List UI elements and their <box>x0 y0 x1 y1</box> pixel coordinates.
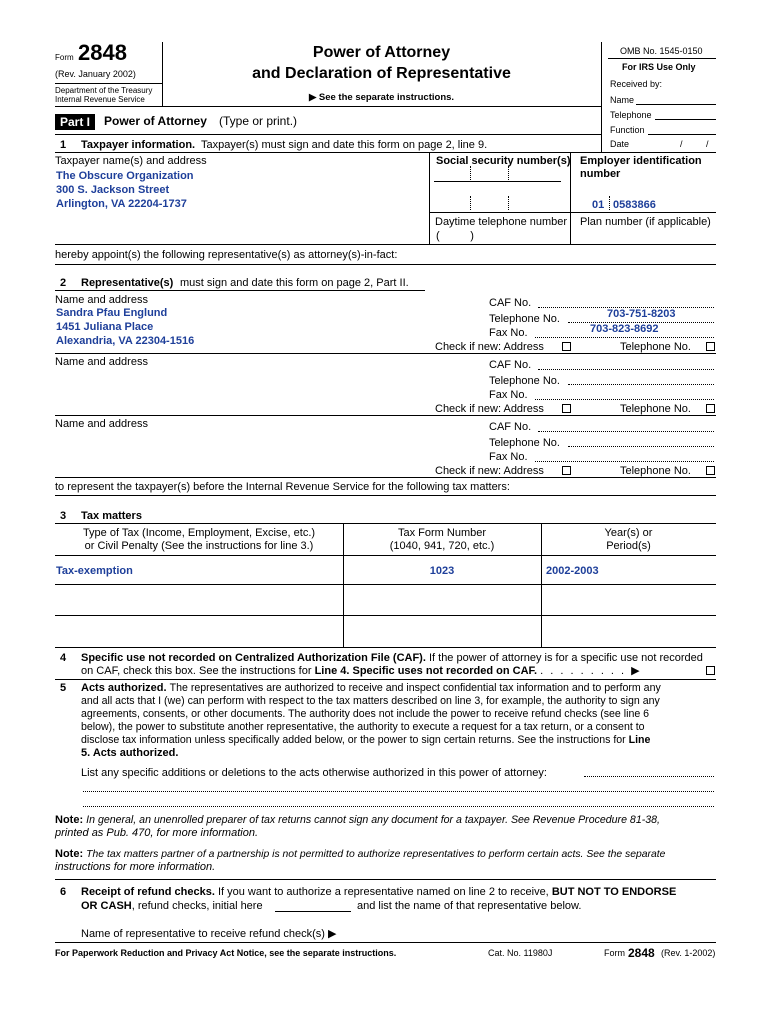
tax-period-header-1: Year(s) or <box>604 527 653 539</box>
line5-list-field-3[interactable] <box>83 806 714 807</box>
line4-leader: . . . . . . . . . ▶ <box>540 665 642 677</box>
line5-l1: The representatives are authorized to receive and inspect confidential tax information and to perform any <box>169 682 661 694</box>
line4-number: 4 <box>60 652 67 664</box>
line6-bold1: BUT NOT TO ENDORSE <box>551 886 677 898</box>
tax-header-rule <box>55 555 716 556</box>
irs-telephone-line <box>655 119 716 120</box>
irs-telephone-label: Telephone <box>610 110 652 120</box>
rep1-bottom-rule <box>55 353 716 354</box>
rep1-telephone-value[interactable]: 703-751-8203 <box>607 308 676 320</box>
line5-list-field-1[interactable] <box>584 776 714 777</box>
notes-rule <box>55 879 716 880</box>
table-row-empty-3[interactable] <box>55 616 716 646</box>
ein-prefix[interactable]: 01 <box>592 199 605 211</box>
line5-heading: Acts authorized. <box>81 682 167 694</box>
daytime-phone-field[interactable]: ( ) <box>436 230 474 242</box>
rep2-bottom-rule <box>55 415 716 416</box>
tax-type-header-2: or Civil Penalty (See the instructions for line 3.) <box>84 540 314 552</box>
rep1-fax-value[interactable]: 703-823-8692 <box>590 323 659 335</box>
header-divider-right <box>601 42 602 152</box>
rep1-tel-new-label: Telephone No. <box>620 341 691 353</box>
line6-number: 6 <box>60 886 67 898</box>
represent-rule <box>55 495 716 496</box>
note-1-text1: In general, an unenrolled preparer of tax returns cannot sign any document for a taxpayer. See Revenue Procedure 81-38, <box>86 814 660 826</box>
part-i-rule <box>55 134 601 135</box>
form-number: 2848 <box>78 40 127 65</box>
rep2-name-address-label: Name and address <box>55 356 148 368</box>
form-title-line1: Power of Attorney <box>312 44 451 61</box>
see-instructions: ▶ See the separate instructions. <box>308 92 455 103</box>
header-bottom-rule <box>55 106 601 107</box>
date-slash-1: / <box>680 139 683 149</box>
footer-form-label: Form <box>604 948 625 958</box>
form-label: Form <box>55 53 74 62</box>
note-2-label: Note: <box>55 848 84 860</box>
rep3-telephone-checkbox[interactable] <box>706 466 715 475</box>
rep3-caf-field[interactable] <box>538 431 714 432</box>
part-i-title: Power of Attorney <box>104 114 207 128</box>
rep2-telephone-checkbox[interactable] <box>706 404 715 413</box>
irs-date-label: Date <box>610 139 630 149</box>
rep3-telephone-field[interactable] <box>568 446 714 447</box>
line3-top-rule <box>55 523 716 524</box>
ein-label-2: number <box>580 168 621 180</box>
tax-table-bottom-rule <box>55 647 716 648</box>
line2-heading: Representative(s) <box>81 277 174 289</box>
note-1-label: Note: <box>55 814 84 826</box>
irs-name-line <box>636 104 716 105</box>
rep1-name[interactable]: Sandra Pfau Englund <box>56 307 168 319</box>
taxpayer-names-label: Taxpayer name(s) and address <box>55 155 207 167</box>
department-line2: Internal Revenue Service <box>55 95 145 104</box>
tax-form-header-2: (1040, 941, 720, etc.) <box>389 540 495 552</box>
ssn-bottom-rule <box>429 212 716 213</box>
line4-text2a: on CAF, check this box. See the instructions for <box>81 665 312 677</box>
tax-period-cell[interactable]: 2002-2003 <box>546 565 599 577</box>
line6-text1: If you want to authorize a representative named on line 2 to receive, <box>217 886 549 898</box>
appoint-text: hereby appoint(s) the following representative(s) as attorney(s)-in-fact: <box>55 249 398 261</box>
represent-text: to represent the taxpayer(s) before the Internal Revenue Service for the following tax matters: <box>55 481 510 493</box>
appoint-rule <box>55 264 716 265</box>
revision-date: (Rev. January 2002) <box>55 69 136 79</box>
rep1-address-checkbox[interactable] <box>562 342 571 351</box>
line6-bold2: OR CASH <box>81 900 132 912</box>
line5-l4: below), the power to substitute another representative, the authority to execute a request for a tax return, or a consent to <box>81 721 645 733</box>
ein-suffix[interactable]: 0583866 <box>613 199 656 211</box>
line6-heading: Receipt of refund checks. <box>81 886 215 898</box>
rep3-check-new-label: Check if new: Address <box>435 465 544 477</box>
line6-line1 <box>81 886 721 899</box>
line4-text2b: Line 4. Specific uses not recorded on CAF. <box>314 665 538 677</box>
part-i-tag: Part I <box>55 114 95 130</box>
rep3-fax-field[interactable] <box>535 461 714 462</box>
rep2-fax-field[interactable] <box>535 399 714 400</box>
line5-l3: agreements, consents, or other documents. The authority does not include the power to receive refund checks (see line 6 <box>81 708 650 720</box>
omb-number: OMB No. 1545-0150 <box>620 46 703 56</box>
line5-l5b: Line <box>628 734 651 746</box>
ssn-label: Social security number(s) <box>436 155 571 167</box>
rep3-tel-new-label: Telephone No. <box>620 465 691 477</box>
line5-l2: and all acts that I (we) can perform with respect to the tax matters described on line 3, for example, the authority to sign any <box>81 695 660 707</box>
rep2-tel-new-label: Telephone No. <box>620 403 691 415</box>
taxpayer-org-name[interactable]: The Obscure Organization <box>56 170 194 182</box>
table-row-empty-2[interactable] <box>55 585 716 615</box>
irs-use-only: For IRS Use Only <box>622 62 696 72</box>
line5-list-text: List any specific additions or deletions to the acts otherwise authorized in this power of attorney: <box>81 767 547 779</box>
rep3-name-address-label: Name and address <box>55 418 148 430</box>
note-2-line1 <box>55 848 720 861</box>
line4-text-2 <box>81 665 721 678</box>
daytime-phone-label: Daytime telephone number <box>435 216 568 228</box>
line2-number: 2 <box>60 277 67 289</box>
rep2-address-checkbox[interactable] <box>562 404 571 413</box>
tax-form-cell[interactable]: 1023 <box>429 565 455 577</box>
rep2-check-new-label: Check if new: Address <box>435 403 544 415</box>
rep3-address-checkbox[interactable] <box>562 466 571 475</box>
line4-heading: Specific use not recorded on Centralized Authorization File (CAF). <box>81 652 426 664</box>
footer-revision: (Rev. 1-2002) <box>661 948 716 958</box>
line1-text: Taxpayer(s) must sign and date this form on page 2, line 9. <box>201 139 488 151</box>
note-1-line1 <box>55 814 720 827</box>
line5-number: 5 <box>60 682 67 694</box>
rep1-street[interactable]: 1451 Juliana Place <box>56 321 154 333</box>
rep1-check-new-label: Check if new: Address <box>435 341 544 353</box>
tax-type-header-1: Type of Tax (Income, Employment, Excise, etc.) <box>82 527 316 539</box>
received-by-label: Received by: <box>610 79 663 89</box>
tax-period-header-2: Period(s) <box>606 540 651 552</box>
refund-initial-field[interactable] <box>275 911 351 912</box>
footer-form-number: 2848 <box>628 946 655 960</box>
paperwork-notice: For Paperwork Reduction and Privacy Act Notice, see the separate instructions. <box>55 948 397 958</box>
rep1-fax-field[interactable] <box>535 337 714 338</box>
ein-divider <box>609 196 610 210</box>
rep2-telephone-field[interactable] <box>568 384 714 385</box>
line5-line1 <box>81 682 721 695</box>
rep1-telephone-label: Telephone No. <box>489 313 560 325</box>
irs-name-label: Name <box>610 95 635 105</box>
tax-form-header-1: Tax Form Number <box>397 527 487 539</box>
omb-rule <box>608 58 716 59</box>
line5-l6: 5. Acts authorized. <box>81 747 179 759</box>
line5-l5a: disclose tax information unless specifically added below, or the power to sign certain returns. See the instructions for <box>81 734 626 746</box>
rep1-city[interactable]: Alexandria, VA 22304-1516 <box>56 335 195 347</box>
cat-number: Cat. No. 11980J <box>488 948 553 958</box>
line1-rule <box>55 152 716 153</box>
line5-list-field-2[interactable] <box>83 791 714 792</box>
rep1-fax-label: Fax No. <box>489 327 528 339</box>
date-slash-2: / <box>706 139 709 149</box>
line3-heading: Tax matters <box>81 510 142 522</box>
rep3-telephone-label: Telephone No. <box>489 437 560 449</box>
line1-number: 1 <box>60 139 67 151</box>
line1-heading: Taxpayer information. <box>81 139 196 151</box>
line4-text-1 <box>81 652 721 665</box>
ein-label: Employer identification <box>580 155 702 167</box>
line4-checkbox[interactable] <box>706 666 715 675</box>
ssn-column-border <box>429 152 430 244</box>
department-line1: Department of the Treasury <box>55 86 153 95</box>
note-2-text1: The tax matters partner of a partnership is not permitted to authorize representatives to perform certain acts. See the separate <box>86 849 666 860</box>
line1-bottom-rule <box>55 244 716 245</box>
header-rule <box>55 83 162 84</box>
taxpayer-street[interactable]: 300 S. Jackson Street <box>56 184 170 196</box>
rep2-caf-label: CAF No. <box>489 359 532 371</box>
line2-rule <box>55 290 425 291</box>
tax-type-cell[interactable]: Tax-exemption <box>56 565 133 577</box>
taxpayer-city[interactable]: Arlington, VA 22204-1737 <box>56 198 187 210</box>
line5-line5 <box>81 734 721 747</box>
rep3-fax-label: Fax No. <box>489 451 528 463</box>
line4-text1: If the power of attorney is for a specific use not recorded <box>428 652 703 664</box>
refund-rep-name-label: Name of representative to receive refund check(s) ▶ <box>81 928 337 940</box>
irs-function-label: Function <box>610 125 645 135</box>
rep2-fax-label: Fax No. <box>489 389 528 401</box>
rep1-caf-label: CAF No. <box>489 297 532 309</box>
rep2-telephone-label: Telephone No. <box>489 375 560 387</box>
note-1-text2: printed as Pub. 470, for more information. <box>55 827 258 839</box>
rep2-caf-field[interactable] <box>538 369 714 370</box>
note-2-text2: instructions for more information. <box>55 861 216 873</box>
line6-text3: and list the name of that representative below. <box>357 900 582 912</box>
rep1-name-address-label: Name and address <box>55 294 148 306</box>
irs-function-line <box>648 134 716 135</box>
form-title-line2: and Declaration of Representative <box>252 65 511 82</box>
refund-rep-name-field[interactable] <box>55 942 716 943</box>
rep3-caf-label: CAF No. <box>489 421 532 433</box>
line3-number: 3 <box>60 510 67 522</box>
rep3-bottom-rule <box>55 477 716 478</box>
line4-rule <box>55 679 716 680</box>
line2-text: must sign and date this form on page 2, Part II. <box>180 277 409 289</box>
plan-number-label: Plan number (if applicable) <box>580 216 711 228</box>
line6-text2: , refund checks, initial here <box>131 900 263 912</box>
rep1-telephone-checkbox[interactable] <box>706 342 715 351</box>
part-i-title-note: (Type or print.) <box>219 114 298 128</box>
